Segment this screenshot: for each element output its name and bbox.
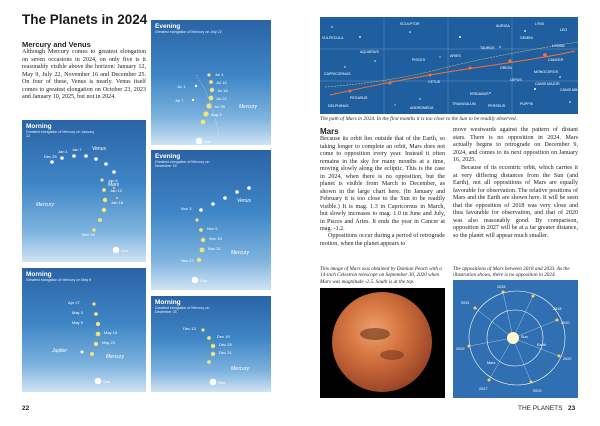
svg-text:Jul 16: Jul 16 — [217, 88, 228, 93]
star-chart-plot — [320, 17, 584, 114]
svg-text:Jul 4: Jul 4 — [215, 72, 224, 77]
chart-plot — [22, 120, 146, 262]
svg-text:GEMINI: GEMINI — [520, 36, 533, 40]
svg-text:PERSEUS: PERSEUS — [488, 104, 506, 108]
svg-text:Nov 21: Nov 21 — [208, 246, 221, 251]
svg-text:2025: 2025 — [533, 389, 542, 393]
chart-title: Morning — [26, 271, 52, 278]
svg-text:2020: 2020 — [561, 321, 570, 325]
chart-title: Evening — [155, 23, 181, 30]
orbit-caption: The oppositions of Mars between 2018 and 2033. As the illustration shows, there is no opposition in 2024. — [453, 266, 570, 279]
svg-text:May 9: May 9 — [72, 320, 83, 325]
svg-text:VULPECULA: VULPECULA — [322, 36, 344, 40]
page-number-right: 23 — [568, 405, 576, 412]
svg-text:May 21: May 21 — [102, 340, 116, 345]
svg-text:Nov 3: Nov 3 — [181, 206, 192, 211]
svg-text:May 3: May 3 — [72, 310, 83, 315]
svg-text:Mercury: Mercury — [36, 202, 55, 208]
svg-text:Nov 15: Nov 15 — [209, 236, 222, 241]
svg-text:DELPHINUS: DELPHINUS — [328, 104, 349, 108]
svg-text:CETUS: CETUS — [428, 80, 441, 84]
svg-text:Dec 13: Dec 13 — [183, 326, 196, 331]
svg-text:CANCER: CANCER — [548, 58, 564, 62]
svg-text:Jul 1: Jul 1 — [177, 84, 186, 89]
svg-text:2027: 2027 — [479, 387, 488, 391]
svg-text:LEPUS: LEPUS — [510, 78, 522, 82]
chart-subtitle: Greatest elongation of Mercury on January 12 — [26, 130, 95, 139]
chart-morning-dec — [151, 296, 271, 392]
mars-star-chart — [320, 17, 584, 114]
svg-text:May 15: May 15 — [104, 330, 118, 335]
svg-text:Jul 10: Jul 10 — [216, 80, 227, 85]
svg-text:Nov 27: Nov 27 — [181, 258, 194, 263]
svg-text:Sun: Sun — [121, 248, 129, 253]
svg-text:Venus: Venus — [92, 146, 106, 152]
svg-text:Dec 25: Dec 25 — [219, 342, 232, 347]
svg-text:HYDRA: HYDRA — [552, 44, 565, 48]
svg-text:PEGASUS: PEGASUS — [350, 96, 368, 100]
svg-text:LEO: LEO — [560, 28, 568, 32]
svg-text:Sun: Sun — [521, 335, 528, 339]
svg-text:LYNX: LYNX — [535, 22, 545, 26]
svg-text:TAURUS: TAURUS — [480, 46, 495, 50]
opposition-diagram — [453, 280, 578, 398]
svg-text:CANIS MAJOR: CANIS MAJOR — [535, 82, 560, 86]
mars-heading: Mars — [320, 127, 339, 136]
section-heading: Mercury and Venus — [22, 40, 91, 49]
photo-caption: This image of Mars was obtained by Damian Peach with a 14-inch Celestron telescope on September 30, 2020 when Mars was magnitude -2.5. South is at the top. — [320, 266, 442, 285]
svg-text:Aug 3: Aug 3 — [211, 112, 222, 117]
svg-text:Sun: Sun — [103, 379, 111, 384]
svg-text:CANIS MINOR: CANIS MINOR — [560, 88, 584, 92]
svg-text:Jupiter: Jupiter — [52, 348, 68, 354]
svg-text:MONOCEROS: MONOCEROS — [534, 70, 558, 74]
svg-text:TRIANGULUM: TRIANGULUM — [452, 102, 476, 106]
svg-text:Jan 7: Jan 7 — [72, 147, 82, 152]
svg-text:Earth: Earth — [537, 343, 547, 347]
svg-text:PUPPIS: PUPPIS — [520, 102, 534, 106]
chart-evening-jul — [151, 20, 271, 145]
chart-title: Evening — [155, 153, 181, 160]
svg-text:Jul 22: Jul 22 — [216, 96, 227, 101]
chart-subtitle: Greatest elongation of Mercury on December 25 — [155, 306, 210, 315]
chart-title: Morning — [26, 123, 52, 130]
svg-text:Mercury: Mercury — [231, 250, 250, 256]
svg-text:ERIDANUS: ERIDANUS — [470, 92, 489, 96]
chart-plot — [151, 20, 271, 145]
svg-text:AQUARIUS: AQUARIUS — [360, 50, 379, 54]
svg-text:ANDROMEDA: ANDROMEDA — [410, 106, 434, 110]
svg-text:Nov 9: Nov 9 — [207, 226, 218, 231]
svg-text:Mercury: Mercury — [239, 104, 258, 110]
chart-subtitle: Greatest elongation of Mercury on July 22 — [155, 30, 222, 34]
page-number-left: 22 — [22, 405, 30, 412]
mars-col2-indent: Because of its eccentric orbit, which carries it at very differing distances from the Sun (and Earth), not all oppositions of Mars are equally favorable for observation. The relative positions of Mars and the Earth are shown here. It will be seen that the opposition of 2018 was very close and thus favorable for observation, and that of 2020 was also reasonably good. By comparison, opposition in 2027 will be at a far greater distance, so the planet will appear much smaller. — [453, 165, 578, 239]
chart-title: Morning — [155, 299, 181, 306]
svg-text:Dec 19: Dec 19 — [82, 232, 95, 237]
svg-text:Sun: Sun — [200, 278, 208, 283]
svg-text:Sun: Sun — [218, 380, 226, 385]
svg-text:2029: 2029 — [456, 347, 465, 351]
svg-text:Mars: Mars — [487, 361, 496, 365]
svg-text:SCULPTOR: SCULPTOR — [400, 22, 420, 26]
svg-text:Jan 12: Jan 12 — [110, 188, 123, 193]
chart-subtitle: Greatest elongation of Mercury on November 16 — [155, 160, 210, 169]
svg-text:Jan 1: Jan 1 — [58, 149, 68, 154]
mars-col1-text: Because its orbit lies outside that of the Earth, so taking longer to complete an orbit, Mars does not come to opposition every year. Instead it often remains in the sky for many months at a time, moving slowly along the ecliptic. This is the case in 2024, when there is no opposition, but the planet is visible from March to December, as shown in the large chart here. (In January and February it is too close to the Sun to be readily visible.) It is mag. 1.3 in Capricornus in March, but slowly increases to mag. 1.0 in June and July, in Pisces and Aries. It ends the year in Cancer at mag. -1.2. — [320, 136, 445, 232]
chart-plot — [22, 268, 146, 392]
svg-text:ORION: ORION — [500, 66, 512, 70]
page-title: The Planets in 2024 — [22, 12, 148, 27]
chart-morning-may — [22, 268, 146, 392]
star-chart-caption: The path of Mars in 2024. In the first months it is too close to the Sun to be readily observed. — [320, 116, 517, 122]
svg-text:Dec 19: Dec 19 — [217, 334, 230, 339]
svg-text:PISCES: PISCES — [412, 58, 426, 62]
svg-text:2022: 2022 — [563, 357, 572, 361]
svg-text:Jul 28: Jul 28 — [214, 104, 225, 109]
svg-text:Mercury: Mercury — [106, 354, 125, 360]
mars-col1-indent: Oppositions occur during a period of retrograde motion, when the planet appears to — [320, 233, 445, 247]
orbit-plot — [453, 280, 578, 398]
intro-paragraph: Although Mercury comes to greatest elongation on seven occasions in 2024, on only five is it reasonably visible above the horizon: January 12, May 9, July 22, November 16 and December 25. On four of these, Venus is nearly. Venus itself comes to greatest elongation on October 23, 2023 and January 10, 2025, but not in 2024. — [22, 49, 146, 100]
svg-text:Dec 25: Dec 25 — [44, 154, 57, 159]
svg-text:Jan 18: Jan 18 — [111, 200, 124, 205]
svg-text:2031: 2031 — [461, 301, 470, 305]
svg-text:Mercury: Mercury — [231, 366, 250, 372]
mars-col2-text: move westwards against the pattern of distant stars. There is no opposition in 2024. Mars actually begins to retrograde on December 9, 2024, and comes to its next opposition on January 16, 2025. — [453, 127, 578, 163]
svg-text:Jan 6: Jan 6 — [108, 178, 118, 183]
chart-morning-jan — [22, 120, 146, 262]
chart-evening-nov — [151, 150, 271, 290]
svg-text:Dec 31: Dec 31 — [219, 350, 232, 355]
svg-text:Venus: Venus — [237, 198, 251, 204]
mars-photo — [320, 288, 445, 398]
chart-plot — [151, 296, 271, 392]
svg-text:Mars: Mars — [108, 182, 120, 188]
svg-text:2018: 2018 — [553, 307, 562, 311]
section-footer: THE PLANETS — [518, 405, 563, 412]
svg-text:AURIGA: AURIGA — [496, 24, 510, 28]
svg-text:Sun: Sun — [204, 139, 212, 144]
svg-text:CAPRICORNUS: CAPRICORNUS — [324, 72, 351, 76]
right-page — [300, 0, 600, 426]
svg-text:Apr 27: Apr 27 — [68, 300, 80, 305]
svg-text:Jul 7: Jul 7 — [175, 98, 184, 103]
chart-plot — [151, 150, 271, 290]
svg-text:2033: 2033 — [497, 285, 506, 289]
svg-text:ARIES: ARIES — [450, 54, 461, 58]
chart-subtitle: Greatest elongation of Mercury on May 9 — [26, 278, 92, 282]
